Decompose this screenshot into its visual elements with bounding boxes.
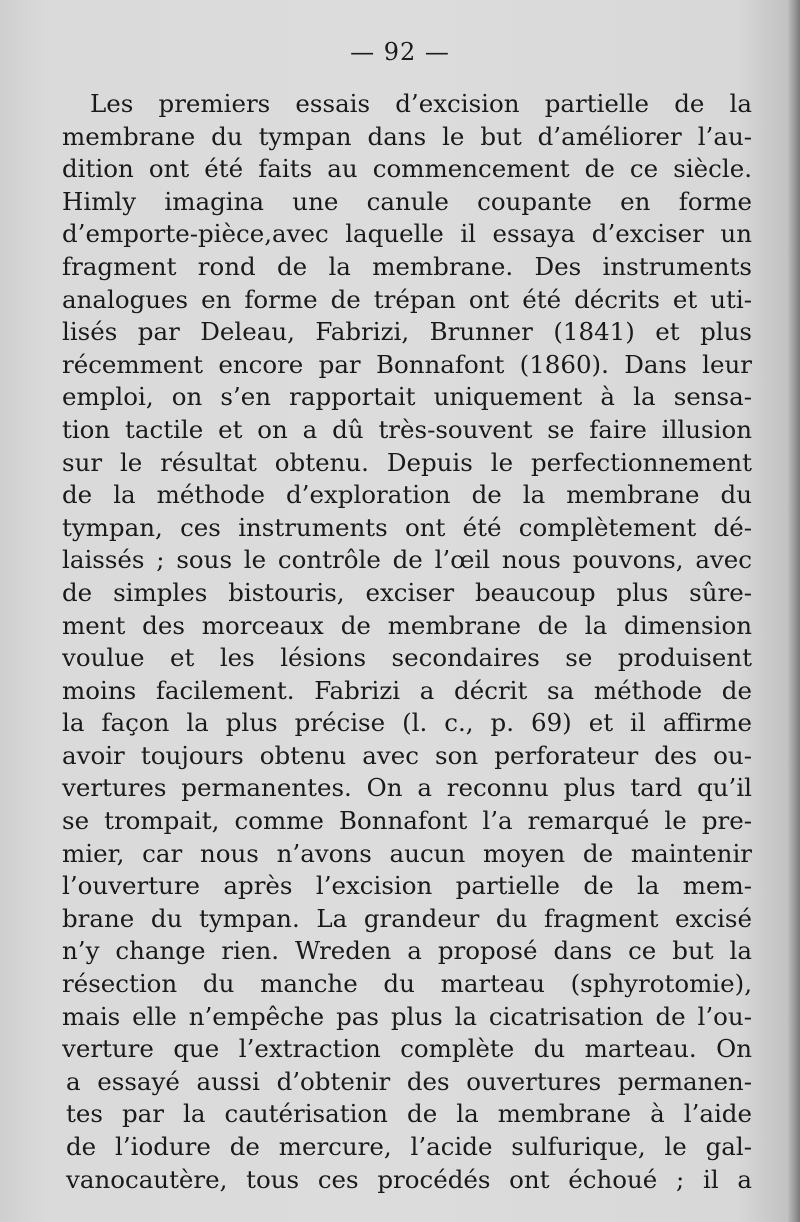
text-line: avoir toujours obtenu avec son perforateur des ou- [62, 740, 752, 770]
text-line: Les premiers essais d’excision partielle de la [90, 89, 752, 118]
text-line: de la méthode d’exploration de la membrane du [62, 480, 752, 510]
text-line: analogues en forme de trépan ont été décrits et uti- [62, 284, 752, 314]
text-line: lisés par Deleau, Fabrizi, Brunner (1841) et plus [62, 317, 752, 347]
text-line: n’y change rien. Wreden a proposé dans ce but la [62, 936, 752, 966]
text-line: résection du manche du marteau (sphyrotomie), [62, 969, 752, 999]
text-line: laissés ; sous le contrôle de l’œil nous pouvons, avec [62, 545, 752, 575]
text-line: verture que l’extraction complète du marteau. On [62, 1034, 752, 1064]
text-line: fragment rond de la membrane. Des instruments [62, 251, 752, 281]
text-line: tympan, ces instruments ont été complètement dé- [62, 512, 752, 542]
text-line: sur le résultat obtenu. Depuis le perfectionnement [62, 447, 752, 477]
text-line: de simples bistouris, exciser beaucoup plus sûre- [62, 577, 752, 607]
text-line: tes par la cautérisation de la membrane à l’aide [66, 1099, 752, 1129]
text-line: se trompait, comme Bonnafont l’a remarqué le pre- [62, 806, 752, 836]
page-number: — 92 — [350, 38, 450, 66]
body-paragraph [62, 88, 752, 1196]
text-line: voulue et les lésions secondaires se produisent [62, 643, 752, 673]
text-line: brane du tympan. La grandeur du fragment excisé [62, 903, 752, 933]
text-line: la façon la plus précise (l. c., p. 69) et il affirme [62, 708, 752, 738]
text-line: récemment encore par Bonnafont (1860). Dans leur [62, 349, 752, 379]
text-line: vanocautère, tous ces procédés ont échoué ; il a [66, 1164, 752, 1194]
text-line: vertures permanentes. On a reconnu plus tard qu’il [62, 773, 752, 803]
text-line: ment des morceaux de membrane de la dimension [62, 610, 752, 640]
text-line: membrane du tympan dans le but d’améliorer l’au- [62, 121, 752, 151]
text-line: dition ont été faits au commencement de ce siècle. [62, 154, 752, 184]
text-line: mier, car nous n’avons aucun moyen de maintenir [62, 838, 752, 868]
text-line: Himly imagina une canule coupante en forme [62, 186, 752, 216]
text-line: moins facilement. Fabrizi a décrit sa méthode de [62, 675, 752, 705]
text-line: d’emporte-pièce,avec laquelle il essaya d’exciser un [62, 219, 752, 249]
text-line: mais elle n’empêche pas plus la cicatrisation de l’ou- [62, 1001, 752, 1031]
page-binding-edge [786, 0, 800, 1222]
text-line: de l’iodure de mercure, l’acide sulfurique, le gal- [66, 1132, 752, 1161]
text-line: tion tactile et on a dû très-souvent se faire illusion [62, 414, 752, 444]
text-line: l’ouverture après l’excision partielle de la mem- [62, 871, 752, 901]
text-line: emploi, on s’en rapportait uniquement à la sensa- [62, 382, 752, 412]
text-line: a essayé aussi d’obtenir des ouvertures permanen- [66, 1066, 752, 1096]
